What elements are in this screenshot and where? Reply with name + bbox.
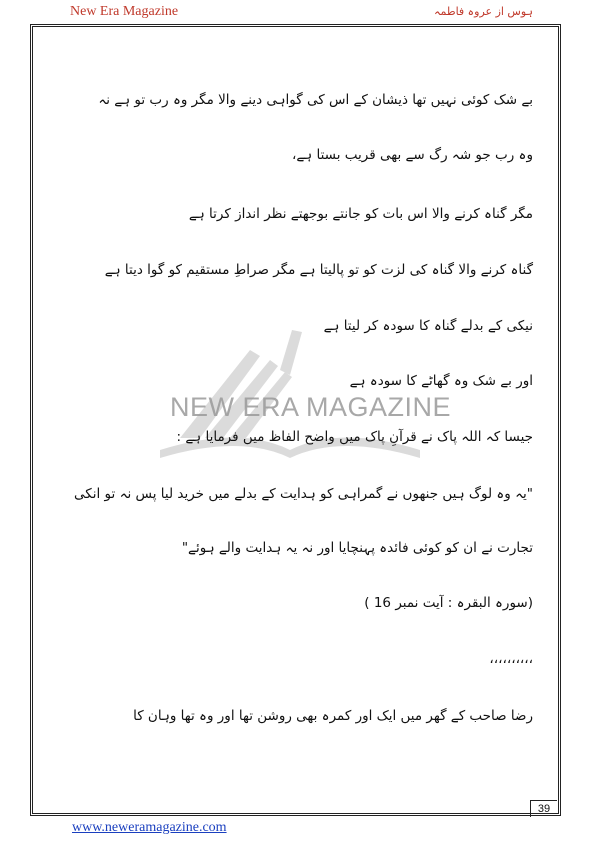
body-line-1: بے شک کوئی نہیں تھا ذیشان کے اس کی گواہی دینے والا مگر وہ رب تو ہے نہ	[98, 92, 533, 108]
watermark-text: NEW ERA MAGAZINE	[170, 392, 452, 422]
header-novel-title: ہوس از عروہ فاطمہ	[434, 5, 533, 18]
body-line-7: جیسا کہ اللہ پاک نے قرآنِ پاک میں واضح الفاظ میں فرمایا ہے :	[176, 429, 533, 445]
body-line-8: "یہ وہ لوگ ہیں جنھوں نے گمراہی کو ہدایت کے بدلے میں خرید لیا پس نہ تو انکی	[74, 486, 533, 502]
page-number: 39	[530, 800, 557, 817]
header-magazine-name: New Era Magazine	[70, 4, 179, 19]
body-line-5: نیکی کے بدلے گناہ کا سودہ کر لیتا ہے	[323, 318, 533, 334]
body-line-11: ،،،،،،،،،،	[489, 651, 533, 667]
body-line-9: تجارت نے ان کو کوئی فائدہ پہنچایا اور نہ یہ ہدایت والے ہوئے"	[181, 540, 533, 556]
body-line-2: وہ رب جو شہ رگ سے بھی قریب بستا ہے،	[292, 147, 533, 163]
footer-website-link[interactable]: www.neweramagazine.com	[72, 820, 227, 835]
body-line-10: (سورہ البقرہ : آیت نمبر 16 )	[364, 595, 533, 611]
body-line-4: گناہ کرنے والا گناہ کی لزت کو تو پالیتا ہے مگر صراطِ مستقیم کو گوا دیتا ہے	[104, 262, 533, 278]
body-line-3: مگر گناہ کرنے والا اس بات کو جانتے بوجھتے نظر انداز کرتا ہے	[188, 206, 533, 222]
body-line-6: اور بے شک وہ گھاٹے کا سودہ ہے	[349, 373, 533, 389]
body-line-12: رضا صاحب کے گھر میں ایک اور کمرہ بھی روشن تھا اور وہ تھا وہان کا	[133, 708, 533, 724]
